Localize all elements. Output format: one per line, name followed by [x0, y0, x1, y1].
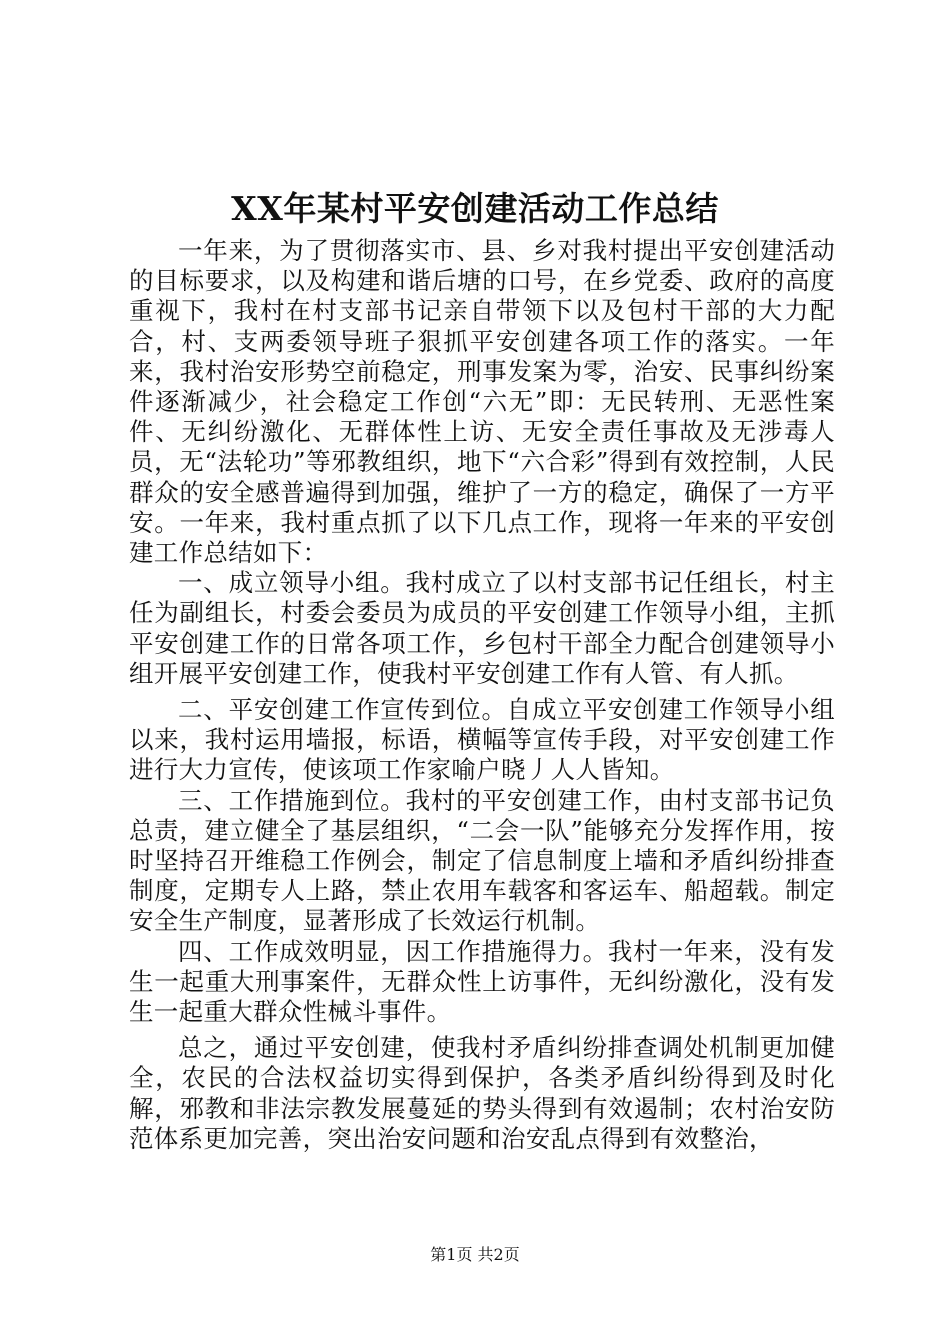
page-footer: [0, 1244, 950, 1266]
document-body: [129, 236, 835, 1154]
paragraph-intro: 一年来，为了贯彻落实市、县、乡对我村提出平安创建活动的目标要求，以及构建和谐后塘的口号，在乡党委、政府的高度重视下，我村在村支部书记亲自带领下以及包村干部的大力配合，村、支两委领导班子狠抓平安创建各项工作的落实。一年来，我村治安形势空前稳定，刑事发案为零，治安、民事纠纷案件逐渐减少，社会稳定工作创“六无”即：无民转刑、无恶性案件、无纠纷激化、无群体性上访、无安全责任事故及无涉毒人员，无“法轮功”等邪教组织，地下“六合彩”得到有效控制，人民群众的安全感普遍得到加强，维护了一方的稳定，确保了一方平安。一年来，我村重点抓了以下几点工作，现将一年来的平安创建工作总结如下：: [129, 236, 835, 568]
document-title: XX年某村平安创建活动工作总结: [231, 189, 719, 228]
paragraph-section-2: 二、平安创建工作宣传到位。自成立平安创建工作领导小组以来，我村运用墙报，标语，横幅等宣传手段，对平安创建工作进行大力宣传，使该项工作家喻户晓丿人人皆知。: [129, 695, 835, 785]
paragraph-section-3: 三、工作措施到位。我村的平安创建工作，由村支部书记负总责，建立健全了基层组织，“二会一队”能够充分发挥作用，按时坚持召开维稳工作例会，制定了信息制度上墙和矛盾纠纷排查制度，定期专人上路，禁止农用车载客和客运车、船超载。制定安全生产制度，显著形成了长效运行机制。: [129, 785, 835, 936]
paragraph-summary: 总之，通过平安创建，使我村矛盾纠纷排查调处机制更加健全，农民的合法权益切实得到保护，各类矛盾纠纷得到及时化解，邪教和非法宗教发展蔓延的势头得到有效遏制；农村治安防范体系更加完善，突出治安问题和治安乱点得到有效整治，: [129, 1033, 835, 1153]
paragraph-section-1: 一、成立领导小组。我村成立了以村支部书记任组长，村主任为副组长，村委会委员为成员的平安创建工作领导小组，主抓平安创建工作的日常各项工作，乡包村干部全力配合创建领导小组开展平安创建工作，使我村平安创建工作有人管、有人抓。: [129, 568, 835, 688]
page-number-label: 第1页 共2页: [430, 1245, 520, 1264]
paragraph-section-4: 四、工作成效明显，因工作措施得力。我村一年来，没有发生一起重大刑事案件，无群众性上访事件，无纠纷激化，没有发生一起重大群众性械斗事件。: [129, 936, 835, 1027]
